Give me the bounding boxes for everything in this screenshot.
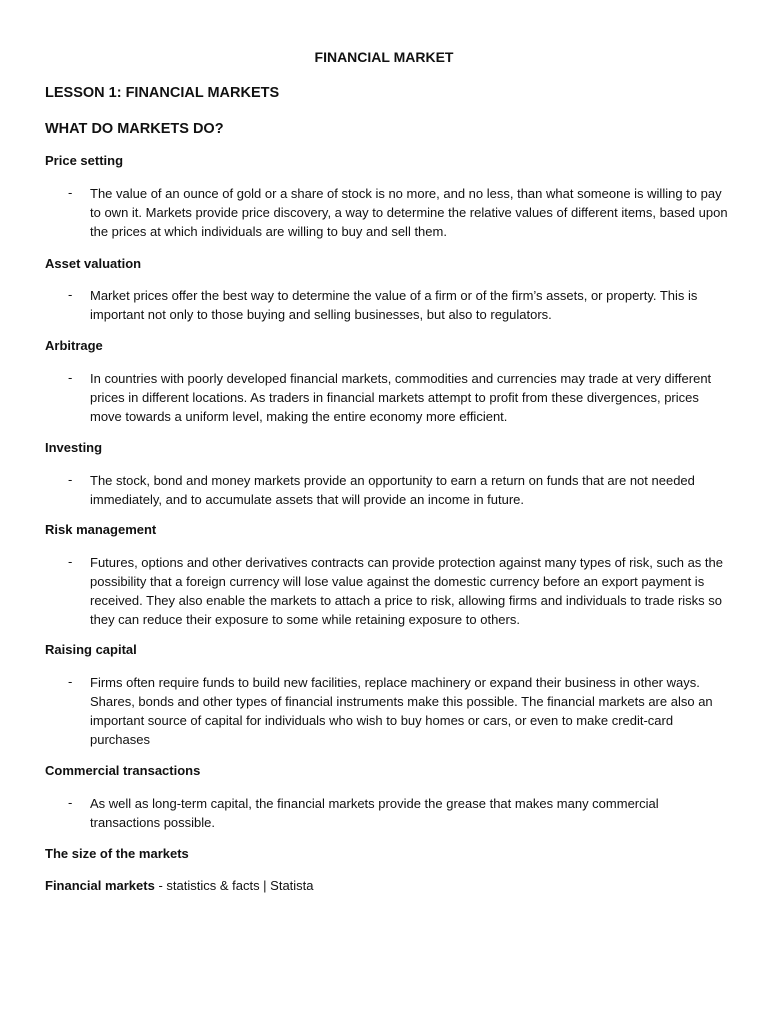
paragraph-price-setting: The value of an ounce of gold or a share of stock is no more, and no less, than what someone is willing to pay to own it. Markets provide price discovery, a way to determine the relative values of different items, based upon the prices at which individuals are willing to buy and sell them. [90, 186, 728, 239]
heading-commercial-transactions: Commercial transactions [45, 763, 201, 778]
bullet-dash: - [68, 554, 73, 569]
reference-bold-label: Financial markets [45, 878, 155, 893]
paragraph-investing: The stock, bond and money markets provide an opportunity to earn a return on funds that are not needed immediately, and to accumulate assets that will provide an income in future. [90, 473, 695, 507]
heading-raising-capital: Raising capital [45, 642, 137, 657]
paragraph-raising-capital: Firms often require funds to build new facilities, replace machinery or expand their business in other ways. Shares, bonds and other types of financial instruments make this possible. The financial markets are also an important source of capital for individuals who wish to buy homes or cars, or even to make credit-card purchases [90, 675, 713, 747]
document-title: FINANCIAL MARKET [314, 49, 454, 65]
reference-link-text: - statistics & facts | Statista [154, 878, 314, 893]
bullet-dash: - [68, 185, 73, 200]
paragraph-asset-valuation: Market prices offer the best way to determine the value of a firm or of the firm’s assets, or property. This is important not only to those buying and selling businesses, but also to regulators. [90, 288, 698, 322]
bullet-dash: - [68, 287, 73, 302]
lesson-title: LESSON 1: FINANCIAL MARKETS [45, 85, 280, 101]
statista-reference[interactable] [45, 877, 314, 895]
heading-asset-valuation: Asset valuation [45, 256, 142, 271]
bullet-dash: - [68, 472, 73, 487]
bullet-dash: - [68, 674, 73, 689]
heading-investing: Investing [45, 440, 103, 455]
paragraph-commercial-transactions: As well as long-term capital, the financial markets provide the grease that makes many commercial transactions possible. [90, 796, 659, 830]
bullet-dash: - [68, 370, 73, 385]
section-question-heading: WHAT DO MARKETS DO? [45, 121, 224, 137]
heading-risk-management: Risk management [45, 522, 157, 537]
bullet-dash: - [68, 795, 73, 810]
heading-price-setting: Price setting [45, 153, 124, 168]
heading-arbitrage: Arbitrage [45, 338, 103, 353]
paragraph-arbitrage: In countries with poorly developed financial markets, commodities and currencies may trade at very different prices in different locations. As traders in financial markets attempt to profit from these divergences, prices move towards a uniform level, making the entire economy more efficient. [90, 371, 712, 424]
paragraph-risk-management: Futures, options and other derivatives contracts can provide protection against many types of risk, such as the possibility that a foreign currency will lose value against the domestic currency before an export payment is received. They also enable the markets to attach a price to risk, allowing firms and individuals to trade risks so they can reduce their exposure to some while retaining exposure to others. [90, 555, 723, 627]
heading-size-of-markets: The size of the markets [45, 846, 189, 861]
